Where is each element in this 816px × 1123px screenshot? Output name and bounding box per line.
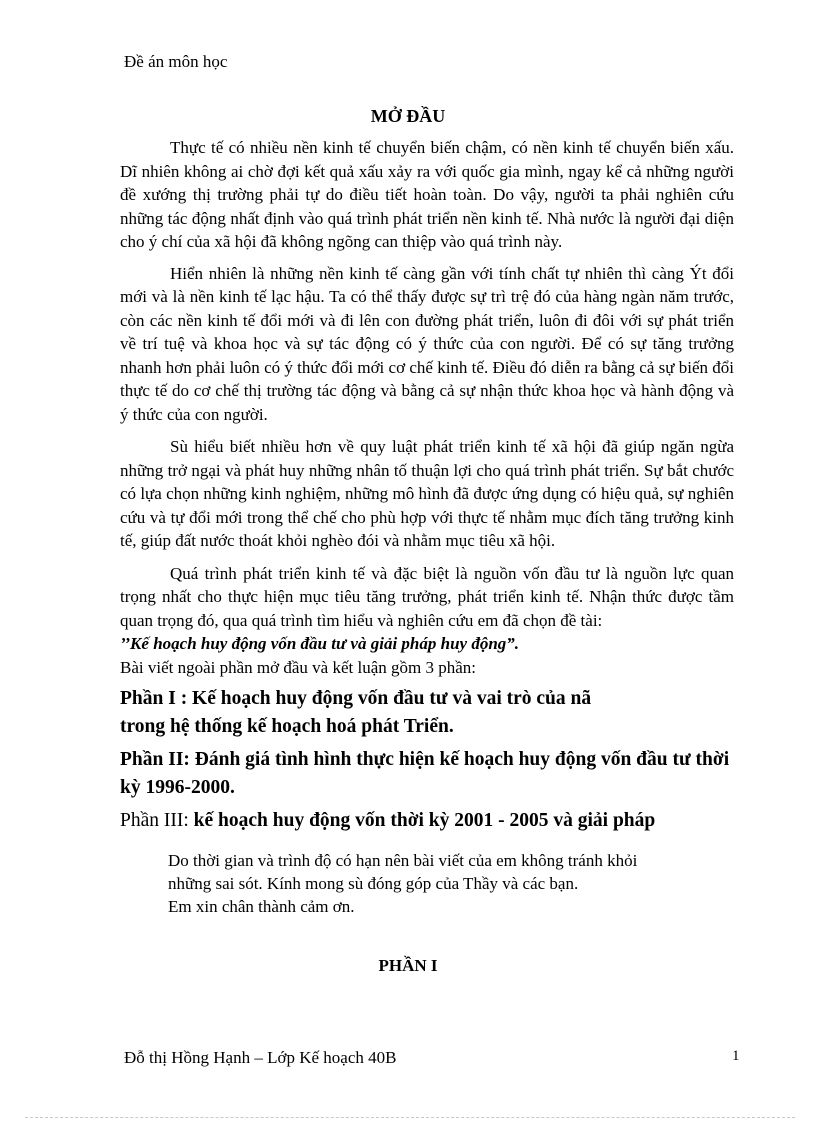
page-number: 1	[732, 1048, 740, 1064]
paragraph: Sù hiểu biết nhiều hơn về quy luật phát triển kinh tế xã hội đã giúp ngăn ngừa những trở ngại và phát huy những nhân tố thuận lợi cho quá trình phát triển. Sự bắt chước có lựa chọn những kinh nghiệm, những mô hình đã được ứng dụng có hiệu quả, sự nghiên cứu và tự đổi mới trong thể chế cho phù hợp với thực tế nhằm mục đích tăng trưởng kinh tế, giúp đất nước thoát khỏi nghèo đói và nhằm mục tiêu xã hội.	[120, 437, 734, 550]
page-bottom-divider	[25, 1117, 795, 1118]
paragraph: Thực tế có nhiều nền kinh tế chuyển biến chậm, có nền kinh tế chuyển biến xấu. Dĩ nhiên không ai chờ đợi kết quả xấu xảy ra với quốc gia mình, ngay kể cả những người đề xướng thị trường phải tự do điều tiết hoàn toàn. Do vậy, người ta phải nghiên cứu những tác động nhất định vào quá trình phát triển nền kinh tế. Nhà nước là người đại diện cho ý chí của xã hội đã không ngõng can thiệp vào quá trình này.	[120, 138, 734, 251]
footer-author: Đỗ thị Hồng Hạnh – Lớp Kế hoạch 40B	[124, 1048, 397, 1067]
paragraph: Hiển nhiên là những nền kinh tế càng gần với tính chất tự nhiên thì càng Ýt đổi mới và là nền kinh tế lạc hậu. Ta có thể thấy được sự trì trệ đó của hàng ngàn năm trước, còn các nền kinh tế đổi mới và đi lên con đường phát triển, luôn đi đôi với sự phát triển về trí tuệ và khoa học và sự tác động có ý thức của con người. Để có sự tăng trưởng nhanh hơn phải luôn có ý thức đổi mới cơ chế kinh tế. Điều đó diễn ra bằng cả sự biến đổi thực tế do cơ chế thị trường tác động và bằng cả sự nhận thức khoa học và hành động và ý thức của con người.	[120, 263, 734, 424]
part-1-line-2: trong hệ thống kế hoạch hoá phát Triển.	[120, 716, 454, 737]
closing-line: những sai sót. Kính mong sù đóng góp của Thầy và các bạn.	[168, 874, 579, 893]
part-3-prefix: Phần III:	[120, 810, 189, 831]
part-2: Phần II: Đánh giá tình hình thực hiện kế hoạch huy động vốn đầu tư thời kỳ 1996-2000.	[120, 749, 730, 798]
topic-title: ’’Kế hoạch huy động vốn đầu tư và giải pháp huy động”.	[120, 634, 520, 653]
part-3	[120, 807, 734, 835]
part-3-text: kế hoạch huy động vốn thời kỳ 2001 - 2005 và giải pháp	[188, 810, 656, 831]
page-title: MỞ ĐẦU	[370, 106, 446, 126]
closing-line: Do thời gian và trình độ có hạn nên bài viết của em không tránh khỏi	[168, 851, 638, 870]
document-body	[120, 136, 734, 918]
intro-line: Bài viết ngoài phần mở đầu và kết luận gồm 3 phần:	[120, 657, 476, 677]
closing-line: Em xin chân thành cảm ơn.	[168, 897, 355, 916]
paragraph: Quá trình phát triển kinh tế và đặc biệt là nguồn vốn đầu tư là nguồn lực quan trọng nhất cho thực hiện mục tiêu tăng trưởng, phát triển kinh tế. Nhận thức được tầm quan trọng đó, qua quá trình tìm hiểu và nghiên cứu em đã chọn đề tài:	[120, 563, 734, 630]
part-1-line-1: Phần I : Kế hoạch huy động vốn đầu tư và vai trò của nã	[120, 688, 592, 709]
closing-note	[168, 849, 734, 918]
page-header: Đề án môn học	[124, 52, 228, 71]
part-1	[120, 685, 734, 741]
section-heading: PHẦN I	[378, 956, 438, 975]
